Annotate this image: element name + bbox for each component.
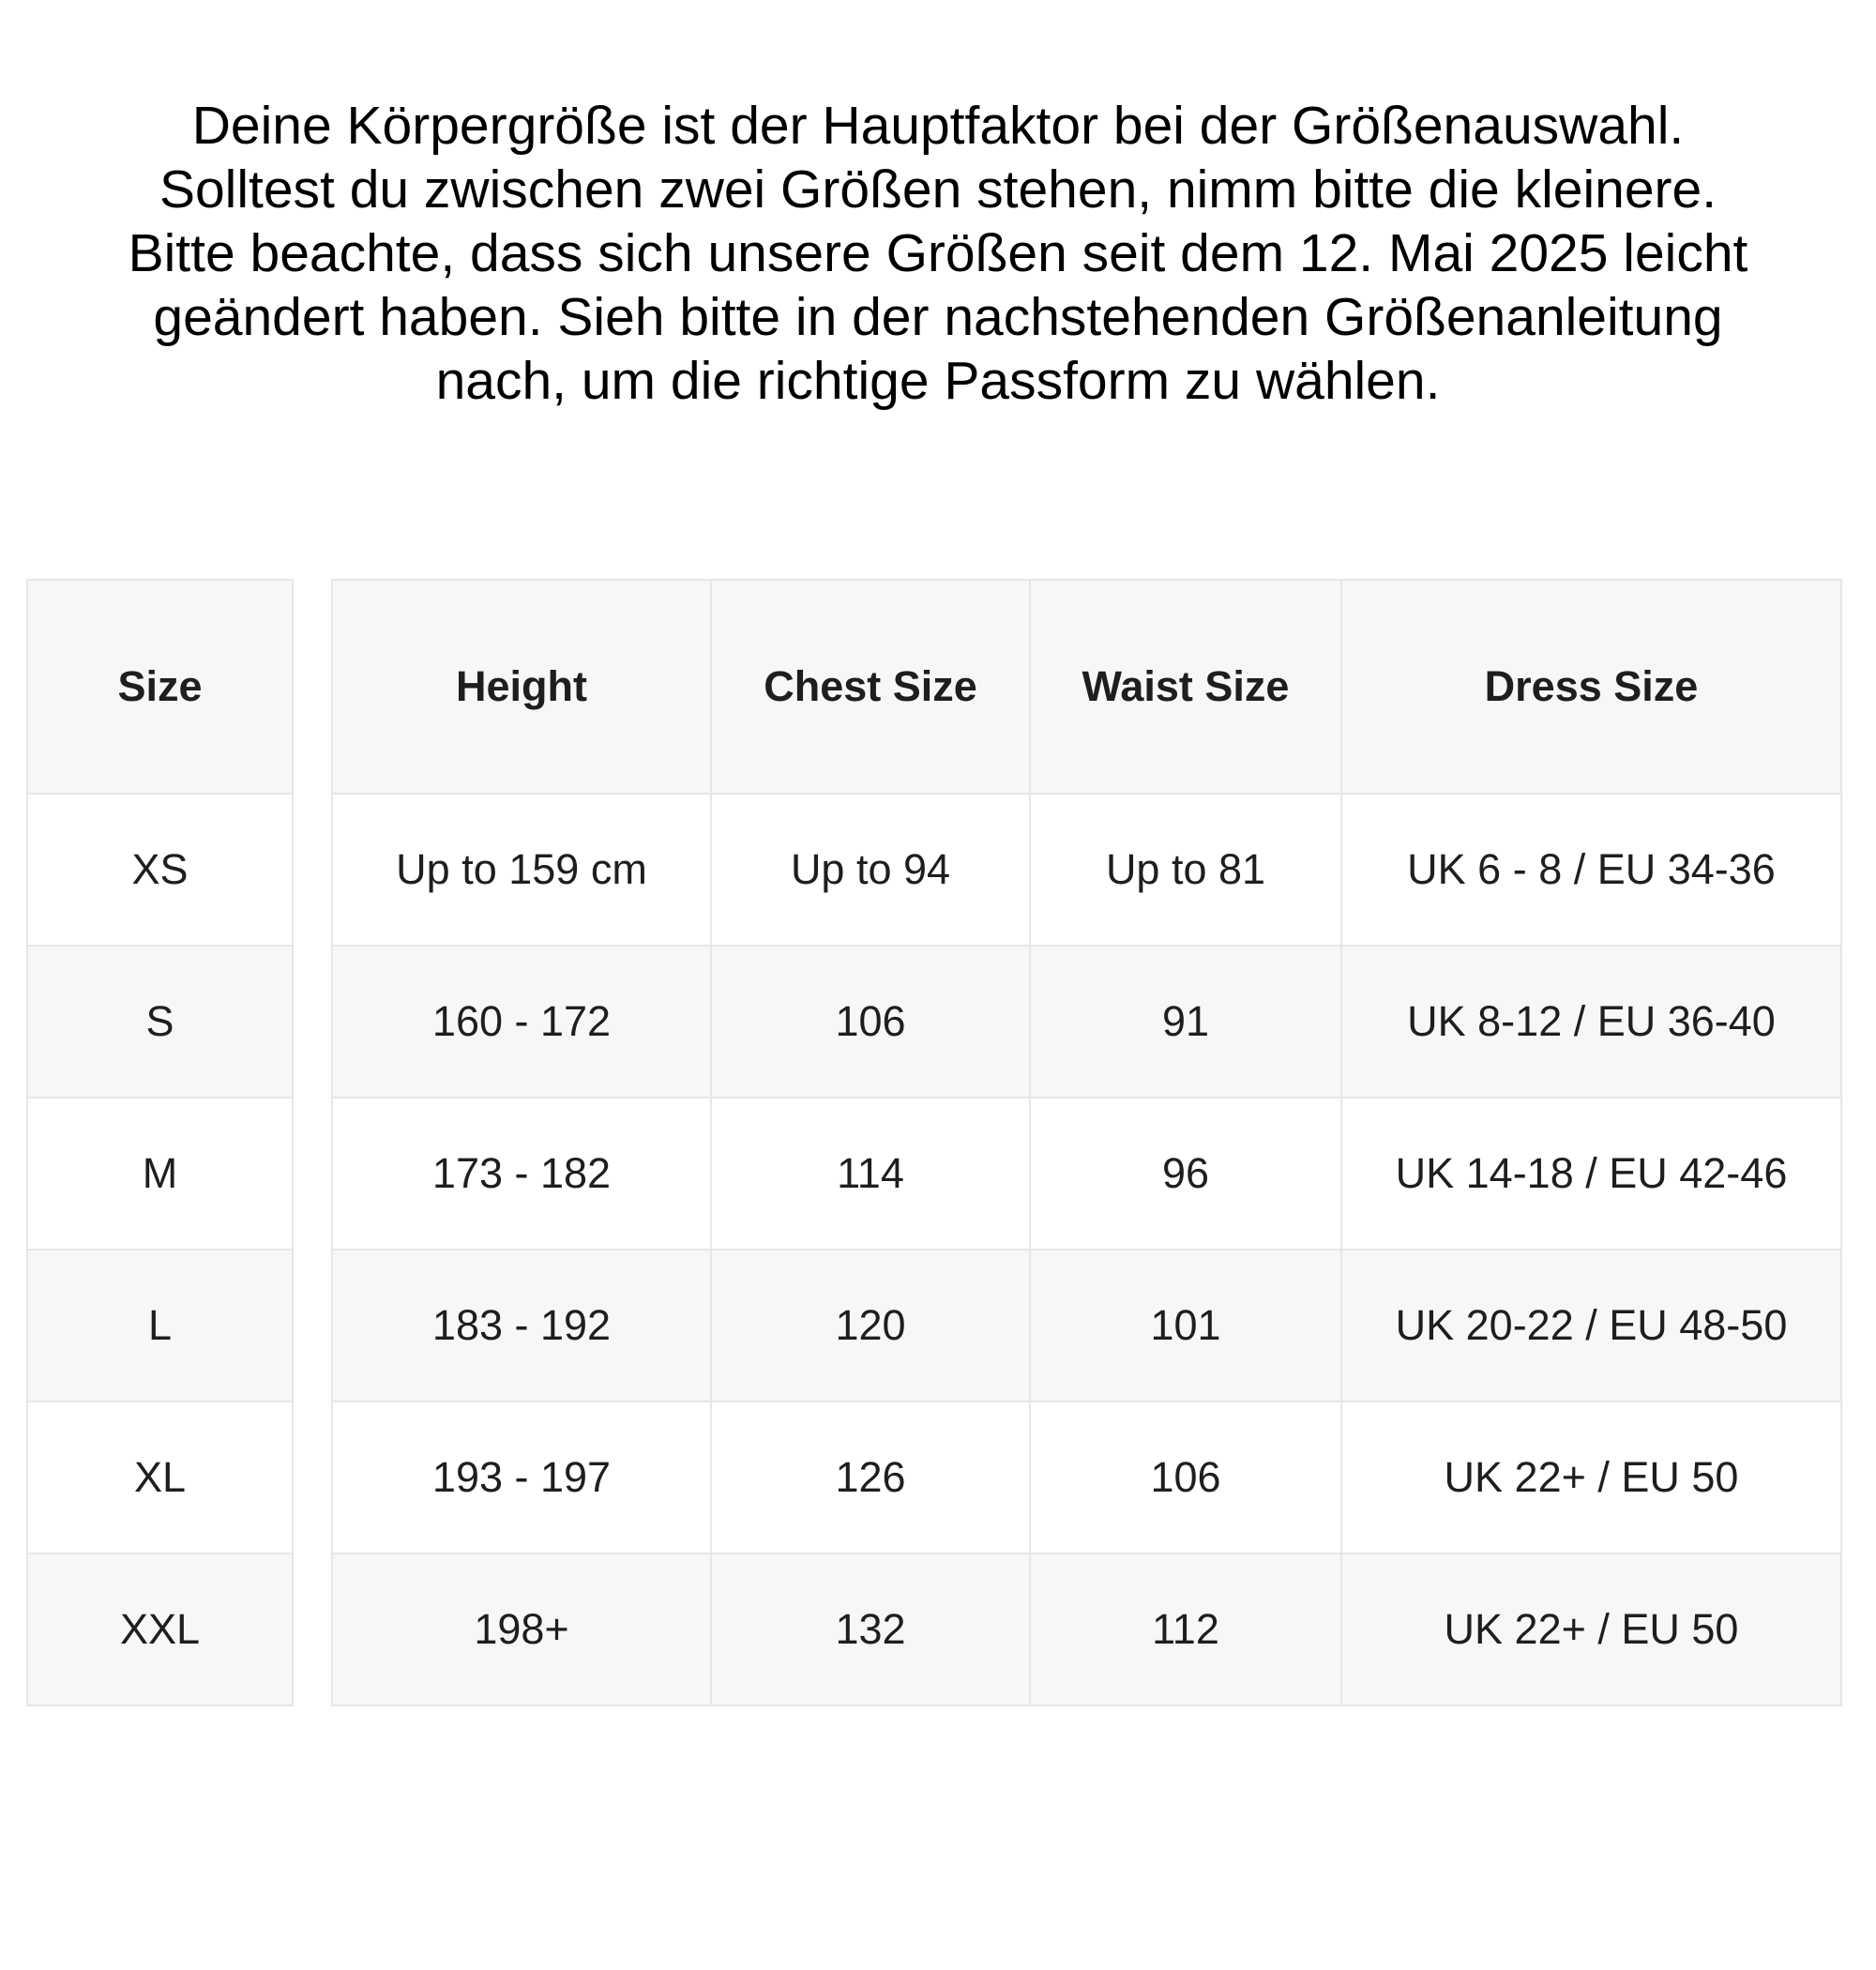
cell-xxl-dress: UK 22+ / EU 50 <box>1341 1553 1841 1705</box>
cell-l-waist: 101 <box>1030 1250 1341 1402</box>
cell-xs-waist: Up to 81 <box>1030 794 1341 946</box>
cell-xxl-chest: 132 <box>711 1553 1030 1705</box>
col-header-size: Size <box>27 580 293 794</box>
cell-l-size: L <box>27 1250 293 1402</box>
size-guide-tables <box>26 579 1876 1706</box>
col-header-chest-size: Chest Size <box>711 580 1030 794</box>
row-m <box>332 1098 1841 1250</box>
cell-xxl-size: XXL <box>27 1553 293 1705</box>
row-xs <box>27 794 293 946</box>
cell-l-chest: 120 <box>711 1250 1030 1402</box>
row-xxl <box>332 1553 1841 1705</box>
cell-xl-size: XL <box>27 1402 293 1553</box>
header-row <box>332 580 1841 794</box>
cell-m-height: 173 - 182 <box>332 1098 711 1250</box>
row-s <box>332 946 1841 1098</box>
cell-s-height: 160 - 172 <box>332 946 711 1098</box>
cell-xl-height: 193 - 197 <box>332 1402 711 1553</box>
row-xxl <box>27 1553 293 1705</box>
cell-xxl-height: 198+ <box>332 1553 711 1705</box>
col-header-dress-size: Dress Size <box>1341 580 1841 794</box>
cell-xl-waist: 106 <box>1030 1402 1341 1553</box>
intro-line: Solltest du zwischen zwei Größen stehen, nimm bitte die kleinere. <box>159 159 1717 220</box>
cell-xl-chest: 126 <box>711 1402 1030 1553</box>
cell-xxl-waist: 112 <box>1030 1553 1341 1705</box>
row-m <box>27 1098 293 1250</box>
row-xl <box>332 1402 1841 1553</box>
intro-line: geändert haben. Sieh bitte in der nachstehenden Größenanleitung <box>153 287 1723 347</box>
cell-l-dress: UK 20-22 / EU 48-50 <box>1341 1250 1841 1402</box>
cell-xs-dress: UK 6 - 8 / EU 34-36 <box>1341 794 1841 946</box>
cell-xs-chest: Up to 94 <box>711 794 1030 946</box>
row-xl <box>27 1402 293 1553</box>
intro-line: nach, um die richtige Passform zu wählen. <box>435 351 1441 411</box>
col-header-height: Height <box>332 580 711 794</box>
cell-xs-height: Up to 159 cm <box>332 794 711 946</box>
size-column-table <box>26 579 294 1706</box>
cell-m-chest: 114 <box>711 1098 1030 1250</box>
cell-s-size: S <box>27 946 293 1098</box>
cell-s-dress: UK 8-12 / EU 36-40 <box>1341 946 1841 1098</box>
intro-line: Deine Körpergröße ist der Hauptfaktor bei der Größenauswahl. <box>191 96 1685 156</box>
cell-m-size: M <box>27 1098 293 1250</box>
cell-xs-size: XS <box>27 794 293 946</box>
row-l <box>332 1250 1841 1402</box>
intro-line: Bitte beachte, dass sich unsere Größen seit dem 12. Mai 2025 leicht <box>128 223 1748 283</box>
cell-s-waist: 91 <box>1030 946 1341 1098</box>
cell-s-chest: 106 <box>711 946 1030 1098</box>
cell-m-dress: UK 14-18 / EU 42-46 <box>1341 1098 1841 1250</box>
cell-xl-dress: UK 22+ / EU 50 <box>1341 1402 1841 1553</box>
measurements-table <box>331 579 1842 1706</box>
header-row <box>27 580 293 794</box>
size-guide-page <box>0 94 1876 1706</box>
col-header-waist-size: Waist Size <box>1030 580 1341 794</box>
cell-l-height: 183 - 192 <box>332 1250 711 1402</box>
cell-m-waist: 96 <box>1030 1098 1341 1250</box>
row-s <box>27 946 293 1098</box>
size-guide-intro-text <box>0 94 1876 413</box>
row-xs <box>332 794 1841 946</box>
row-l <box>27 1250 293 1402</box>
